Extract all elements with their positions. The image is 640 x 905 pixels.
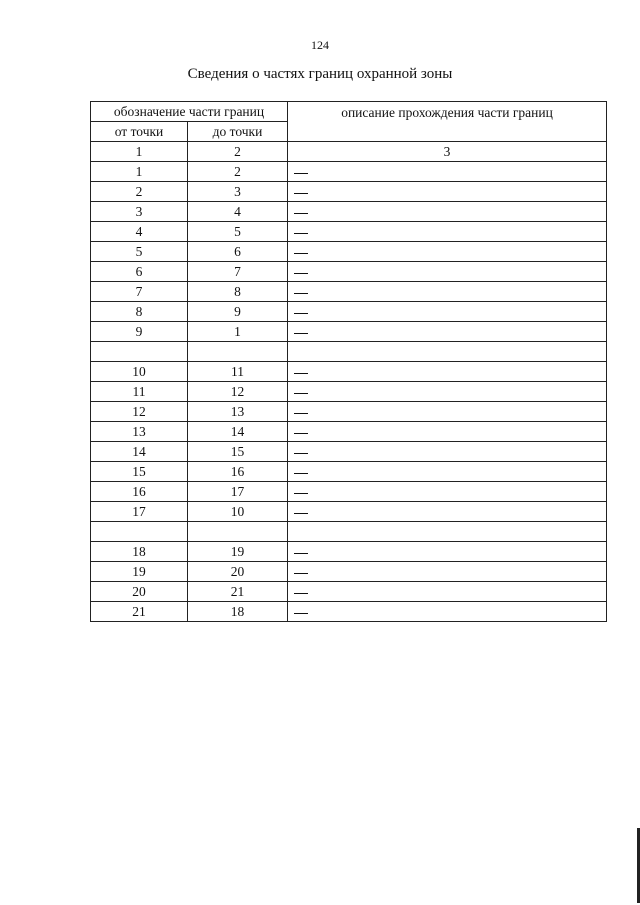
dash-mark	[294, 493, 308, 494]
dash-mark	[294, 213, 308, 214]
from-point-cell: 17	[91, 502, 188, 522]
table-row	[91, 282, 607, 302]
column-number: 3	[288, 142, 607, 162]
table-row	[91, 542, 607, 562]
boundary-designation-header: обозначение части границ	[91, 102, 288, 122]
table-row	[91, 242, 607, 262]
dash-mark	[294, 473, 308, 474]
dash-mark	[294, 593, 308, 594]
column-number: 1	[91, 142, 188, 162]
from-point-header: от точки	[91, 122, 188, 142]
table-row	[91, 322, 607, 342]
description-cell	[288, 522, 607, 542]
to-point-cell: 20	[188, 562, 288, 582]
dash-mark	[294, 313, 308, 314]
description-cell	[288, 342, 607, 362]
description-cell	[288, 402, 607, 422]
description-cell	[288, 382, 607, 402]
description-cell	[288, 222, 607, 242]
description-cell	[288, 562, 607, 582]
description-cell	[288, 202, 607, 222]
from-point-cell: 16	[91, 482, 188, 502]
description-cell	[288, 322, 607, 342]
dash-mark	[294, 293, 308, 294]
to-point-cell: 18	[188, 602, 288, 622]
from-point-cell: 7	[91, 282, 188, 302]
from-point-cell	[91, 342, 188, 362]
table-row	[91, 202, 607, 222]
to-point-cell: 14	[188, 422, 288, 442]
dash-mark	[294, 253, 308, 254]
from-point-cell: 5	[91, 242, 188, 262]
to-point-cell: 3	[188, 182, 288, 202]
description-cell	[288, 302, 607, 322]
column-number: 2	[188, 142, 288, 162]
to-point-cell: 13	[188, 402, 288, 422]
table-row	[91, 302, 607, 322]
from-point-cell: 8	[91, 302, 188, 322]
to-point-cell: 6	[188, 242, 288, 262]
dash-mark	[294, 573, 308, 574]
from-point-cell: 15	[91, 462, 188, 482]
table-row	[91, 262, 607, 282]
description-cell	[288, 242, 607, 262]
table-row	[91, 462, 607, 482]
description-cell	[288, 422, 607, 442]
from-point-cell: 12	[91, 402, 188, 422]
dash-mark	[294, 333, 308, 334]
description-cell	[288, 542, 607, 562]
from-point-cell: 19	[91, 562, 188, 582]
to-point-cell: 8	[188, 282, 288, 302]
from-point-cell: 18	[91, 542, 188, 562]
to-point-cell: 9	[188, 302, 288, 322]
description-cell	[288, 582, 607, 602]
table-row	[91, 562, 607, 582]
description-cell	[288, 442, 607, 462]
table-row	[91, 182, 607, 202]
description-cell	[288, 162, 607, 182]
table-row	[91, 522, 607, 542]
to-point-cell: 2	[188, 162, 288, 182]
table-row	[91, 382, 607, 402]
table-row	[91, 162, 607, 182]
from-point-cell: 6	[91, 262, 188, 282]
to-point-cell: 10	[188, 502, 288, 522]
dash-mark	[294, 513, 308, 514]
to-point-cell: 7	[188, 262, 288, 282]
dash-mark	[294, 433, 308, 434]
from-point-cell: 1	[91, 162, 188, 182]
dash-mark	[294, 373, 308, 374]
table-row	[91, 362, 607, 382]
description-cell	[288, 482, 607, 502]
to-point-cell: 16	[188, 462, 288, 482]
dash-mark	[294, 393, 308, 394]
dash-mark	[294, 613, 308, 614]
column-number-row	[91, 142, 607, 162]
dash-mark	[294, 273, 308, 274]
from-point-cell: 10	[91, 362, 188, 382]
to-point-cell: 4	[188, 202, 288, 222]
dash-mark	[294, 413, 308, 414]
from-point-cell	[91, 522, 188, 542]
dash-mark	[294, 193, 308, 194]
dash-mark	[294, 453, 308, 454]
description-cell	[288, 362, 607, 382]
from-point-cell: 20	[91, 582, 188, 602]
description-cell	[288, 282, 607, 302]
table-row	[91, 402, 607, 422]
from-point-cell: 14	[91, 442, 188, 462]
to-point-cell	[188, 522, 288, 542]
from-point-cell: 4	[91, 222, 188, 242]
to-point-cell: 12	[188, 382, 288, 402]
table-row	[91, 582, 607, 602]
from-point-cell: 3	[91, 202, 188, 222]
table-row	[91, 222, 607, 242]
description-cell	[288, 602, 607, 622]
from-point-cell: 2	[91, 182, 188, 202]
boundary-description-header: описание прохождения части границ	[288, 102, 607, 142]
page-number: 124	[311, 38, 329, 52]
from-point-cell: 11	[91, 382, 188, 402]
to-point-cell: 19	[188, 542, 288, 562]
from-point-cell: 13	[91, 422, 188, 442]
document-title: Сведения о частях границ охранной зоны	[187, 66, 453, 82]
to-point-header: до точки	[188, 122, 288, 142]
description-cell	[288, 462, 607, 482]
table-row	[91, 442, 607, 462]
table-row	[91, 422, 607, 442]
to-point-cell: 21	[188, 582, 288, 602]
dash-mark	[294, 553, 308, 554]
from-point-cell: 21	[91, 602, 188, 622]
to-point-cell: 1	[188, 322, 288, 342]
table-row	[91, 602, 607, 622]
table-row	[91, 342, 607, 362]
from-point-cell: 9	[91, 322, 188, 342]
to-point-cell: 11	[188, 362, 288, 382]
to-point-cell	[188, 342, 288, 362]
to-point-cell: 17	[188, 482, 288, 502]
to-point-cell: 15	[188, 442, 288, 462]
description-cell	[288, 262, 607, 282]
boundary-parts-table	[90, 101, 607, 622]
dash-mark	[294, 233, 308, 234]
table-row	[91, 502, 607, 522]
description-cell	[288, 182, 607, 202]
table-row	[91, 482, 607, 502]
to-point-cell: 5	[188, 222, 288, 242]
description-cell	[288, 502, 607, 522]
dash-mark	[294, 173, 308, 174]
